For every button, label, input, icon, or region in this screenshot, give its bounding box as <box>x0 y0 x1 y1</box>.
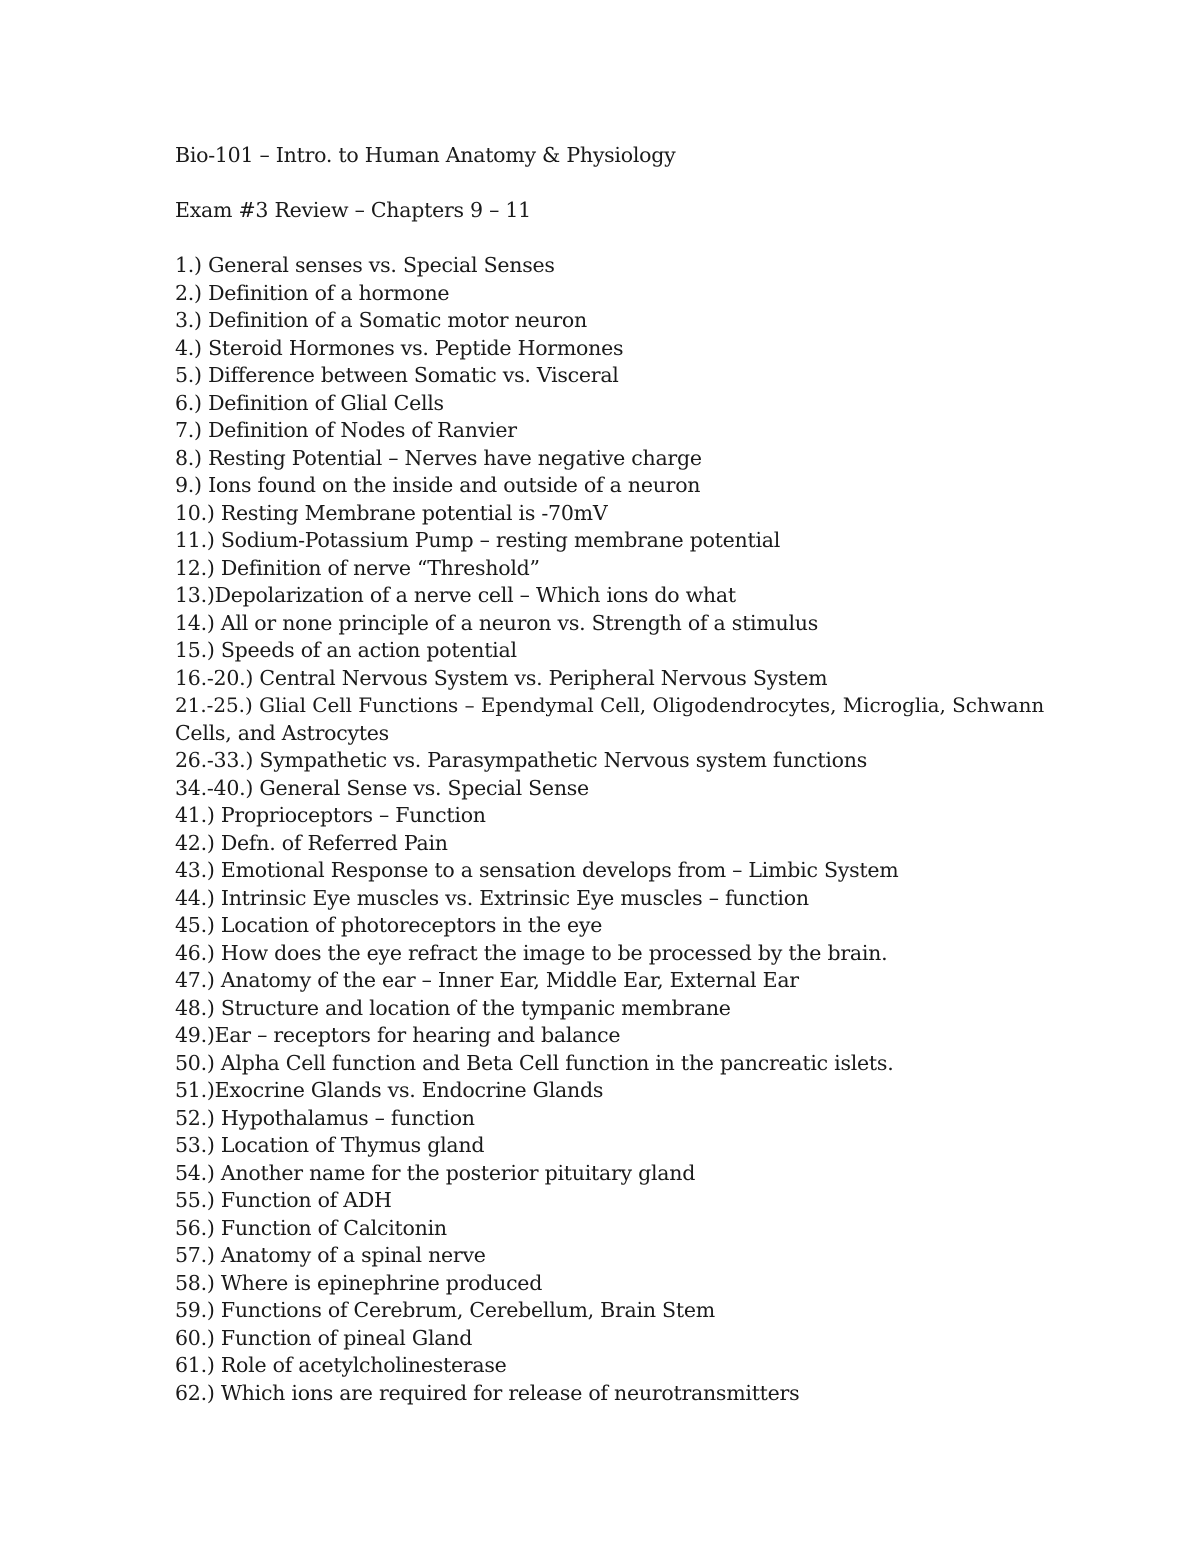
review-item: 59.) Functions of Cerebrum, Cerebellum, Brain Stem <box>175 1298 715 1322</box>
review-item: 62.) Which ions are required for release of neurotransmitters <box>175 1380 800 1405</box>
review-item: 54.) Another name for the posterior pituitary gland <box>175 1160 696 1185</box>
review-item: 12.) Definition of nerve “Threshold” <box>175 555 540 580</box>
review-list <box>175 252 1045 1407</box>
review-item: 55.) Function of ADH <box>175 1188 392 1212</box>
review-item: 58.) Where is epinephrine produced <box>175 1270 543 1295</box>
review-item: 10.) Resting Membrane potential is -70mV <box>175 500 608 525</box>
review-item: Cells, and Astrocytes <box>175 720 389 745</box>
review-item: 50.) Alpha Cell function and Beta Cell function in the pancreatic islets. <box>175 1050 894 1075</box>
review-item: 45.) Location of photoreceptors in the eye <box>175 913 603 937</box>
review-item: 42.) Defn. of Referred Pain <box>175 830 448 855</box>
review-item: 15.) Speeds of an action potential <box>175 638 517 662</box>
review-item: 47.) Anatomy of the ear – Inner Ear, Middle Ear, External Ear <box>175 968 799 992</box>
review-item: 5.) Difference between Somatic vs. Visceral <box>175 363 619 387</box>
review-item: 34.-40.) General Sense vs. Special Sense <box>175 775 589 800</box>
blank-line <box>175 225 1045 253</box>
review-item: 4.) Steroid Hormones vs. Peptide Hormones <box>175 335 624 360</box>
review-item: 52.) Hypothalamus – function <box>175 1105 475 1130</box>
blank-line <box>175 170 1045 198</box>
review-item: 41.) Proprioceptors – Function <box>175 803 486 827</box>
review-item: 57.) Anatomy of a spinal nerve <box>175 1243 486 1267</box>
review-item: 14.) All or none principle of a neuron vs. Strength of a stimulus <box>175 610 819 635</box>
review-item: 60.) Function of pineal Gland <box>175 1325 473 1350</box>
review-item: 7.) Definition of Nodes of Ranvier <box>175 418 517 442</box>
review-item: 49.)Ear – receptors for hearing and balance <box>175 1023 621 1047</box>
review-item: 9.) Ions found on the inside and outside of a neuron <box>175 473 701 497</box>
review-item: 43.) Emotional Response to a sensation develops from – Limbic System <box>175 858 899 882</box>
review-item: 26.-33.) Sympathetic vs. Parasympathetic Nervous system functions <box>175 748 867 772</box>
review-item: 11.) Sodium-Potassium Pump – resting membrane potential <box>175 528 781 552</box>
review-item: 16.-20.) Central Nervous System vs. Peripheral Nervous System <box>175 665 828 690</box>
exam-title: Exam #3 Review – Chapters 9 – 11 <box>175 198 531 222</box>
review-item: 2.) Definition of a hormone <box>175 280 450 305</box>
review-item: 53.) Location of Thymus gland <box>175 1133 485 1157</box>
document-body <box>175 142 1045 1407</box>
review-item: 21.-25.) Glial Cell Functions – Ependymal Cell, Oligodendrocytes, Microglia, Schwann <box>175 694 1045 717</box>
course-title: Bio-101 – Intro. to Human Anatomy & Physiology <box>175 143 676 167</box>
review-item: 61.) Role of acetylcholinesterase <box>175 1353 507 1377</box>
review-item: 13.)Depolarization of a nerve cell – Which ions do what <box>175 583 736 607</box>
review-item: 51.)Exocrine Glands vs. Endocrine Glands <box>175 1078 604 1102</box>
review-item: 8.) Resting Potential – Nerves have negative charge <box>175 445 702 470</box>
review-item: 6.) Definition of Glial Cells <box>175 390 444 415</box>
review-item: 48.) Structure and location of the tympanic membrane <box>175 995 731 1020</box>
review-item: 46.) How does the eye refract the image to be processed by the brain. <box>175 940 888 965</box>
review-item: 44.) Intrinsic Eye muscles vs. Extrinsic Eye muscles – function <box>175 885 809 910</box>
review-item: 3.) Definition of a Somatic motor neuron <box>175 308 587 332</box>
review-item: 1.) General senses vs. Special Senses <box>175 253 555 277</box>
review-item: 56.) Function of Calcitonin <box>175 1215 447 1240</box>
